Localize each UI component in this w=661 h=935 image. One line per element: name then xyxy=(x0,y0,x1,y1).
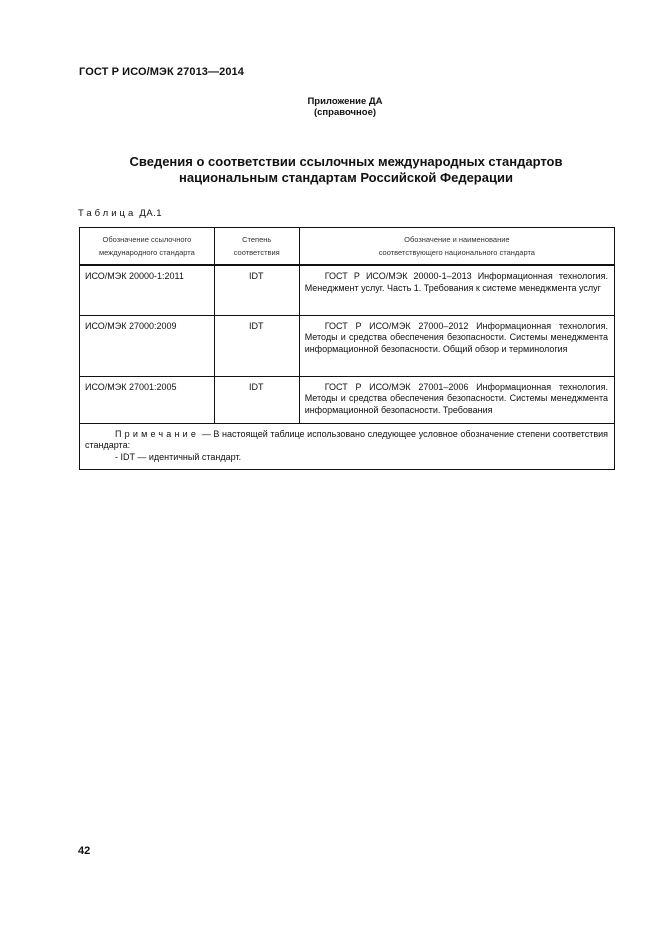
column-header-international-standard xyxy=(80,228,215,266)
column-header-line: Обозначение ссылочного xyxy=(102,235,192,244)
column-header-line: международного стандарта xyxy=(98,248,195,257)
national-standard-cell: ГОСТ Р ИСО/МЭК 27000–2012 Информационная технология. Методы и средства обеспечения безопасности. Системы менеджмента информационной безопасности. Общий обзор и терминология xyxy=(299,315,614,376)
column-header-national-standard xyxy=(299,228,614,266)
column-header-degree xyxy=(214,228,299,266)
column-header-line: соответствия xyxy=(233,248,280,257)
national-standard-cell: ГОСТ Р ИСО/МЭК 20000-1–2013 Информационная технология. Менеджмент услуг. Часть 1. Требования к системе менеджмента услуг xyxy=(299,265,614,315)
degree-cell: IDT xyxy=(214,265,299,315)
page-title xyxy=(90,154,602,186)
page-title-line-2: национальным стандартам Российской Федерации xyxy=(179,170,513,185)
degree-cell: IDT xyxy=(214,376,299,423)
appendix-subtitle: (справочное) xyxy=(313,107,377,118)
table-row xyxy=(80,315,615,376)
table-note-row xyxy=(80,423,615,470)
table-header-row xyxy=(80,228,615,266)
column-header-line: Обозначение и наименование xyxy=(404,235,510,244)
column-header-line: Степень xyxy=(242,235,272,244)
table-row xyxy=(80,376,615,423)
table-caption xyxy=(78,208,162,219)
table-row xyxy=(80,265,615,315)
note-text: — В настоящей таблице использовано следующее условное обозначение степени соответствия стандарта: xyxy=(85,428,608,450)
appendix-heading xyxy=(280,96,410,118)
note-paragraph xyxy=(85,429,608,452)
page-title-line-1: Сведения о соответствии ссылочных международных стандартов xyxy=(129,154,563,169)
international-standard-cell: ИСО/МЭК 27001:2005 xyxy=(80,376,215,423)
table-note xyxy=(80,423,615,470)
national-standard-cell: ГОСТ Р ИСО/МЭК 27001–2006 Информационная технология. Методы и средства обеспечения безопасности. Системы менеджмента информационной безопасности. Требования xyxy=(299,376,614,423)
table-caption-number: ДА.1 xyxy=(139,208,163,219)
appendix-title: Приложение ДА xyxy=(307,96,383,107)
column-header-line: соответствующего национального стандарта xyxy=(378,248,535,257)
degree-cell: IDT xyxy=(214,315,299,376)
note-item: - IDT — идентичный стандарт. xyxy=(115,451,242,462)
note-label: Примечание xyxy=(115,428,200,439)
page-number: 42 xyxy=(78,845,91,857)
international-standard-cell: ИСО/МЭК 27000:2009 xyxy=(80,315,215,376)
correspondence-table xyxy=(79,227,615,470)
document-header: ГОСТ Р ИСО/МЭК 27013—2014 xyxy=(79,66,244,78)
table-caption-prefix: Таблица xyxy=(78,208,137,219)
international-standard-cell: ИСО/МЭК 20000-1:2011 xyxy=(80,265,215,315)
